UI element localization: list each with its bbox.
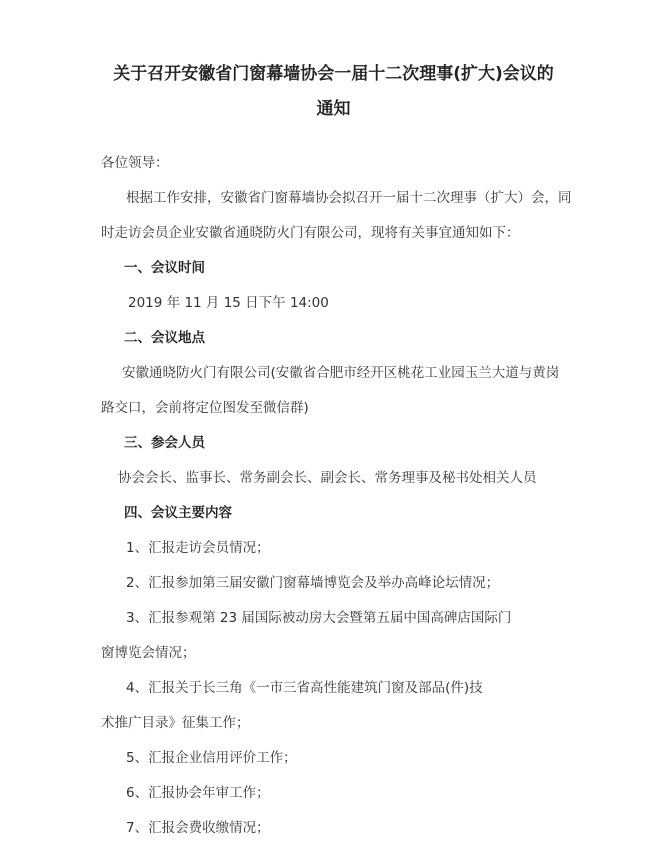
agenda-item-2: 2、汇报参加第三届安徽门窗幕墙博览会及举办高峰论坛情况； [126, 575, 500, 591]
section-heading-meeting-location: 二、会议地点 [124, 330, 205, 346]
agenda-item-7: 7、汇报会费收缴情况； [126, 820, 270, 836]
agenda-item-4-line-1: 4、汇报关于长三角《一市三省高性能建筑门窗及部品(件)技 [126, 680, 483, 696]
meeting-location-line-1: 安徽通晓防火门有限公司(安徽省合肥市经开区桃花工业园玉兰大道与黄岗 [122, 365, 560, 381]
agenda-item-6: 6、汇报协会年审工作； [126, 785, 270, 801]
meeting-location-line-2: 路交口，会前将定位图发至微信群) [101, 400, 309, 416]
notice-title-line-1: 关于召开安徽省门窗幕墙协会一届十二次理事(扩大)会议的 [113, 64, 554, 84]
agenda-item-3-line-1: 3、汇报参观第 23 届国际被动房大会暨第五届中国高碑店国际门 [126, 610, 512, 626]
attendees-list: 协会会长、监事长、常务副会长、副会长、常务理事及秘书处相关人员 [118, 470, 537, 486]
meeting-time-value: 2019 年 11 月 15 日下午 14:00 [128, 295, 329, 311]
agenda-item-1: 1、汇报走访会员情况； [126, 540, 270, 556]
agenda-item-4-line-2: 术推广目录》征集工作； [101, 715, 250, 731]
section-heading-agenda: 四、会议主要内容 [124, 505, 232, 521]
agenda-item-3-line-2: 窗博览会情况； [101, 645, 196, 661]
notice-title-line-2: 通知 [316, 99, 351, 119]
intro-paragraph-line-2: 时走访会员企业安徽省通晓防火门有限公司，现将有关事宜通知如下： [101, 225, 520, 241]
salutation: 各位领导： [101, 155, 169, 171]
agenda-item-5: 5、汇报企业信用评价工作； [126, 750, 297, 766]
intro-paragraph-line-1: 根据工作安排，安徽省门窗幕墙协会拟召开一届十二次理事（扩大）会，同 [126, 190, 572, 206]
section-heading-attendees: 三、参会人员 [124, 435, 205, 451]
section-heading-meeting-time: 一、会议时间 [124, 260, 205, 276]
